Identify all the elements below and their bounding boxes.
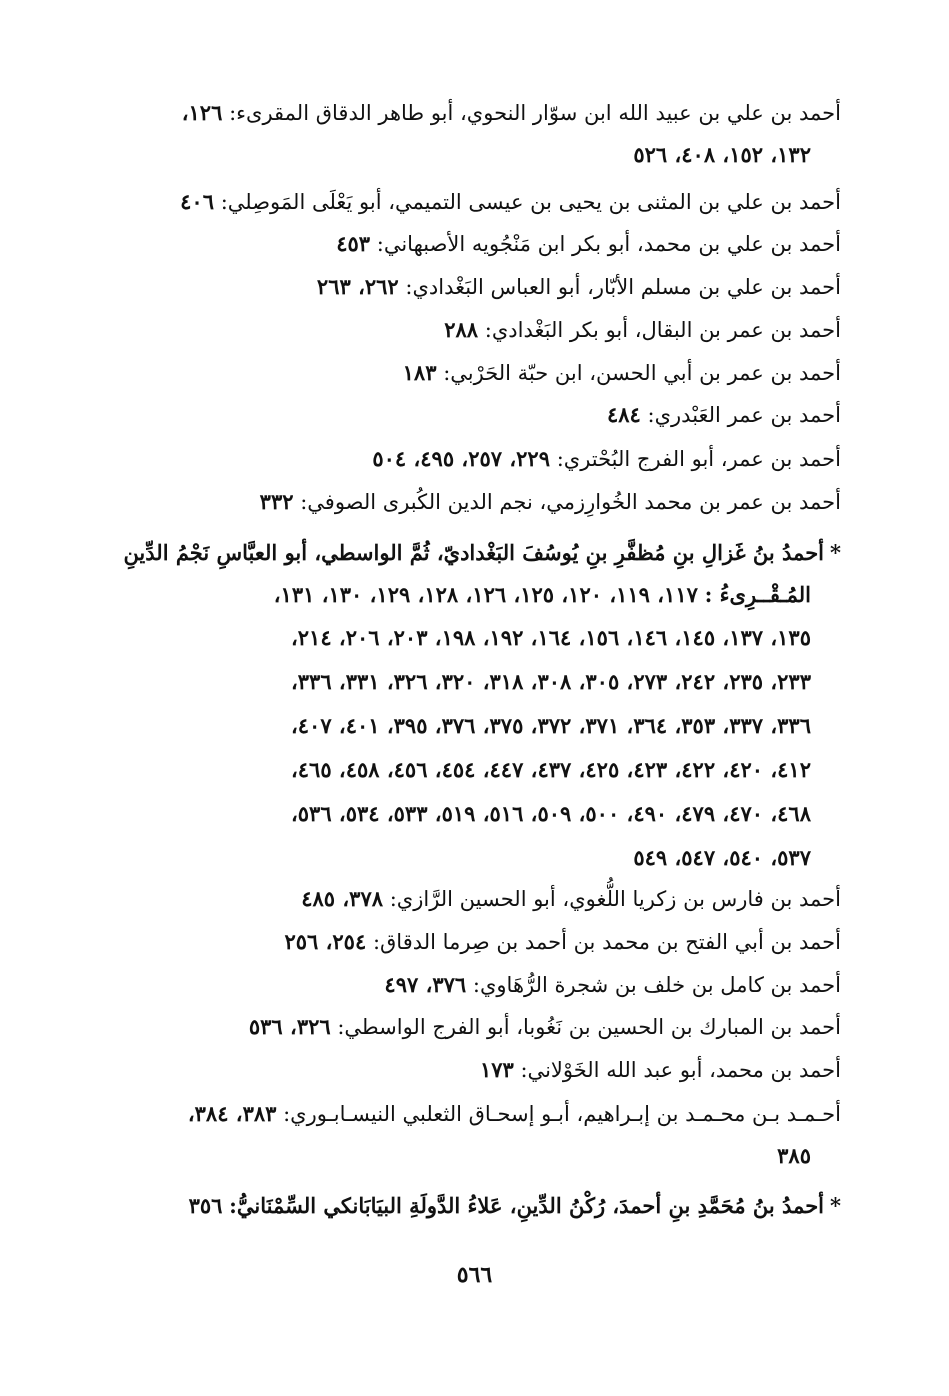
entry-name: أحمد بن عمر بن البقال، أبو بكر البَغْدادي: [484, 318, 841, 342]
entry-name: أحـمـد بـن محـمـد بن إبـراهيم، أبـو إسحـاق الثعلبي النيسـابـوري: [283, 1102, 841, 1126]
entry-name: أحمد بن محمد، أبو عبد الله الخَوْلاني: [520, 1058, 841, 1082]
entry-name-continued: المُـقْــرِىءُ : [704, 582, 811, 607]
entry-name: أحمدُ بنُ غَزالِ بنِ مُظفَّرِ بنِ يُوسُفَ البَغْداديّ، ثُمَّ الواسطي، أبو العبَّاسِ نَجْمُ الدِّينِ [123, 540, 825, 565]
entry-name: أحمد بن عمر العَبْدري: [647, 403, 841, 427]
entry-pages: ٢٥٤، ٢٥٦ [284, 929, 367, 954]
entry-pages: ١٧٣ [479, 1057, 514, 1082]
index-entry [105, 223, 841, 265]
entry-name: أحمدُ بنُ مُحَمَّدِ بنِ أحمدَ، رُكْنُ الدِّينِ، عَلاءُ الدَّولَةِ البيَابَانكي السِّمْنَانيُّ: [229, 1193, 825, 1218]
star-marker-icon: * [830, 1193, 841, 1218]
entry-pages: ١٨٣ [402, 360, 437, 385]
entry-pages: ١٣٥، ١٣٧، ١٤٥، ١٤٦، ١٥٦، ١٦٤، ١٩٢، ١٩٨، ٢٠٣، ٢٠٦، ٢١٤، [291, 625, 811, 650]
index-entry-featured [105, 532, 841, 880]
index-entry [105, 1093, 841, 1177]
entry-pages-continued [105, 748, 841, 792]
entry-pages: ١٢٦، [181, 100, 223, 125]
entry-pages: ٣٢٦، ٥٣٦ [248, 1014, 331, 1039]
entry-pages-continued [105, 1135, 841, 1177]
entry-pages: ٥٣٧، ٥٤٠، ٥٤٧، ٥٤٩ [633, 845, 811, 870]
entry-pages: ٢٢٩، ٢٥٧، ٤٩٥، ٥٠٤ [372, 446, 550, 471]
entry-pages-continued [105, 660, 841, 704]
index-entry [105, 394, 841, 436]
entry-pages: ٤٠٦ [180, 189, 214, 214]
index-entry [105, 921, 841, 963]
entry-pages: ٣٨٣، ٣٨٤، [187, 1101, 277, 1126]
entry-pages: ٤٨٤ [606, 402, 641, 427]
entry-pages: ٢٨٨ [444, 317, 479, 342]
entry-pages-continued [105, 574, 841, 616]
entry-name: أحمد بن كامل بن خلف بن شجرة الرُّهَاوي: [472, 973, 841, 997]
entry-pages: ٢٦٢، ٢٦٣ [316, 274, 399, 299]
entry-pages: ٤١٢، ٤٢٠، ٤٢٢، ٤٢٣، ٤٢٥، ٤٣٧، ٤٤٧، ٤٥٤، ٤٥٦، ٤٥٨، ٤٦٥، [291, 757, 811, 782]
index-entry [105, 266, 841, 308]
index-entry [105, 92, 841, 176]
entry-name: أحمد بن عمر بن أبي الحسن، ابن حبّة الحَرْبي: [443, 361, 841, 385]
entry-pages: ١٣٢، ١٥٢، ٤٠٨، ٥٢٦ [633, 142, 811, 167]
entry-name: أحمد بن علي بن عبيد الله ابن سوّار النحوي، أبو طاهر الدقاق المقرىء: [229, 101, 841, 125]
entry-pages: ١١٧، ١١٩، ١٢٠، ١٢٥، ١٢٦، ١٢٨، ١٢٩، ١٣٠، ١٣١، [273, 582, 698, 607]
entry-pages: ٣٣٦، ٣٣٧، ٣٥٣، ٣٦٤، ٣٧١، ٣٧٢، ٣٧٥، ٣٧٦، ٣٩٥، ٤٠١، ٤٠٧، [291, 713, 811, 738]
entry-name: أحمد بن علي بن المثنى بن يحيى بن عيسى التميمي، أبو يَعْلَى المَوصِلي: [220, 190, 841, 214]
index-entry [105, 1049, 841, 1091]
entry-pages-continued [105, 792, 841, 836]
entry-pages: ٣٧٦، ٤٩٧ [384, 972, 467, 997]
index-entry-featured [105, 1185, 841, 1227]
entry-name: أحمد بن فارس بن زكريا اللُّغوي، أبو الحسين الرَّازي: [389, 887, 841, 911]
entry-pages: ٣٧٨، ٤٨٥ [301, 886, 384, 911]
entry-pages-continued [105, 134, 841, 176]
index-entry [105, 352, 841, 394]
entry-pages-continued [105, 704, 841, 748]
index-entry [105, 309, 841, 351]
page-number: ٥٦٦ [456, 1262, 493, 1288]
entry-pages: ٣٨٥ [777, 1143, 811, 1168]
index-entry [105, 481, 841, 523]
entry-pages: ٤٦٨، ٤٧٠، ٤٧٩، ٤٩٠، ٥٠٠، ٥٠٩، ٥١٦، ٥١٩، ٥٣٣، ٥٣٤، ٥٣٦، [291, 801, 811, 826]
entry-name: أحمد بن أبي الفتح بن محمد بن أحمد بن صِرما الدقاق: [372, 930, 841, 954]
entry-pages-continued [105, 836, 841, 880]
index-entry [105, 964, 841, 1006]
index-entry [105, 438, 841, 480]
entry-pages: ٢٣٣، ٢٣٥، ٢٤٢، ٢٧٣، ٣٠٥، ٣٠٨، ٣١٨، ٣٢٠، ٣٢٦، ٣٣١، ٣٣٦، [291, 669, 811, 694]
entry-pages-continued [105, 616, 841, 660]
entry-pages: ٤٥٣ [336, 231, 371, 256]
entry-name: أحمد بن علي بن محمد، أبو بكر ابن مَنْجُويه الأصبهاني: [376, 232, 841, 256]
index-entry [105, 181, 841, 223]
star-marker-icon: * [830, 540, 841, 565]
entry-pages: ٣٥٦ [188, 1193, 223, 1218]
index-entry [105, 1006, 841, 1048]
entry-name: أحمد بن عمر، أبو الفرج البُحْتري: [556, 447, 841, 471]
entry-name: أحمد بن علي بن مسلم الأبّار، أبو العباس البَغْدادي: [405, 275, 841, 299]
entry-name: أحمد بن عمر بن محمد الخُوارِزمي، نجم الدين الكُبرى الصوفي: [300, 490, 841, 514]
index-entry [105, 878, 841, 920]
entry-pages: ٣٣٢ [259, 489, 294, 514]
entry-name: أحمد بن المبارك بن الحسين بن نَغُوبا، أبو الفرج الواسطي: [337, 1015, 841, 1039]
